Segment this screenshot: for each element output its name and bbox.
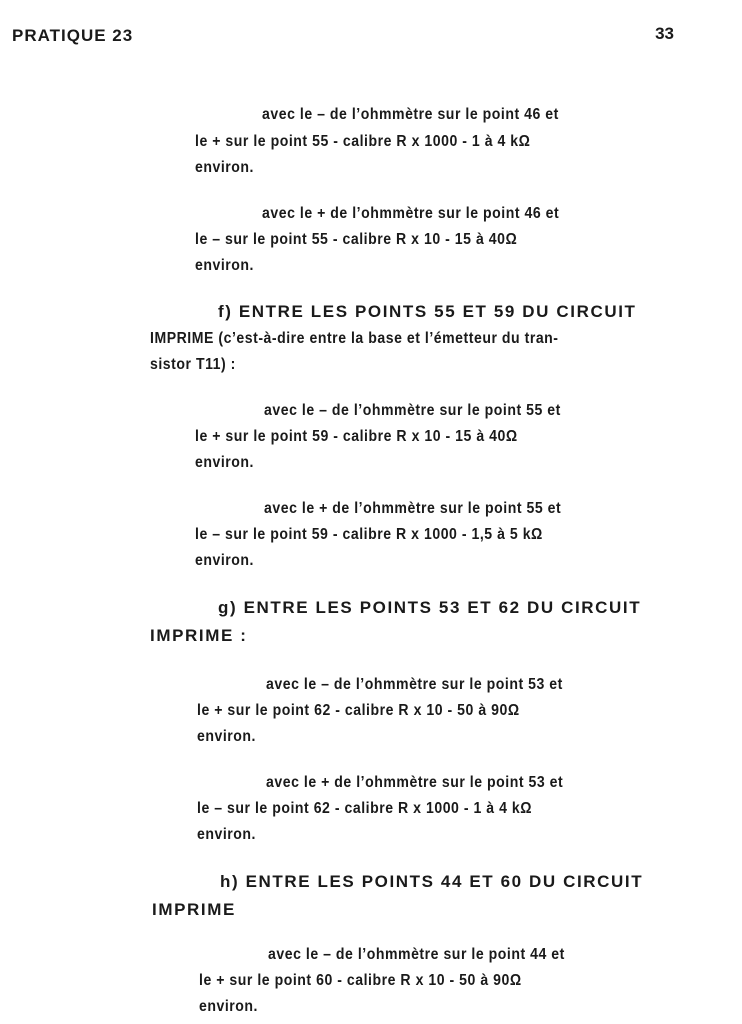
page-number: 33 xyxy=(655,24,674,43)
paragraph-line: le + sur le point 59 - calibre R x 10 - 15 à 40Ω xyxy=(195,428,518,445)
paragraph-line: avec le – de l’ohmmètre sur le point 55 et xyxy=(264,402,561,419)
paragraph-line: avec le – de l’ohmmètre sur le point 46 et xyxy=(262,106,559,123)
paragraph-line: environ. xyxy=(195,257,255,274)
paragraph-line: le + sur le point 62 - calibre R x 10 - 50 à 90Ω xyxy=(197,702,520,719)
section-heading-line: IMPRIME xyxy=(152,900,236,919)
section-heading-g: g) ENTRE LES POINTS 53 ET 62 DU CIRCUIT xyxy=(218,598,642,617)
paragraph-line: avec le + de l’ohmmètre sur le point 53 et xyxy=(266,774,564,791)
paragraph-line: le + sur le point 60 - calibre R x 10 - 50 à 90Ω xyxy=(199,972,522,989)
paragraph-line: le – sur le point 59 - calibre R x 1000 - 1,5 à 5 kΩ xyxy=(195,526,543,543)
paragraph-line: avec le + de l’ohmmètre sur le point 55 et xyxy=(264,500,562,517)
paragraph-line: le – sur le point 62 - calibre R x 1000 - 1 à 4 kΩ xyxy=(197,800,533,817)
paragraph-line: avec le + de l’ohmmètre sur le point 46 et xyxy=(262,205,560,222)
section-heading-line: IMPRIME (c’est-à-dire entre la base et l’émetteur du tran- xyxy=(150,330,559,347)
paragraph-line: avec le – de l’ohmmètre sur le point 53 et xyxy=(266,676,563,693)
paragraph-line: environ. xyxy=(195,454,255,471)
paragraph-line: avec le – de l’ohmmètre sur le point 44 et xyxy=(268,946,565,963)
section-heading-line: sistor T11) : xyxy=(150,356,236,373)
paragraph-line: environ. xyxy=(199,998,259,1015)
section-heading-h: h) ENTRE LES POINTS 44 ET 60 DU CIRCUIT xyxy=(220,872,644,891)
paragraph-line: le + sur le point 55 - calibre R x 1000 - 1 à 4 kΩ xyxy=(195,133,531,150)
running-header: PRATIQUE 23 xyxy=(12,26,134,45)
paragraph-line: environ. xyxy=(197,826,257,843)
paragraph-line: le – sur le point 55 - calibre R x 10 - 15 à 40Ω xyxy=(195,231,518,248)
section-heading-f: f) ENTRE LES POINTS 55 ET 59 DU CIRCUIT xyxy=(218,302,637,321)
paragraph-line: environ. xyxy=(195,159,255,176)
paragraph-line: environ. xyxy=(195,552,255,569)
paragraph-line: environ. xyxy=(197,728,257,745)
section-heading-line: IMPRIME : xyxy=(150,626,248,645)
